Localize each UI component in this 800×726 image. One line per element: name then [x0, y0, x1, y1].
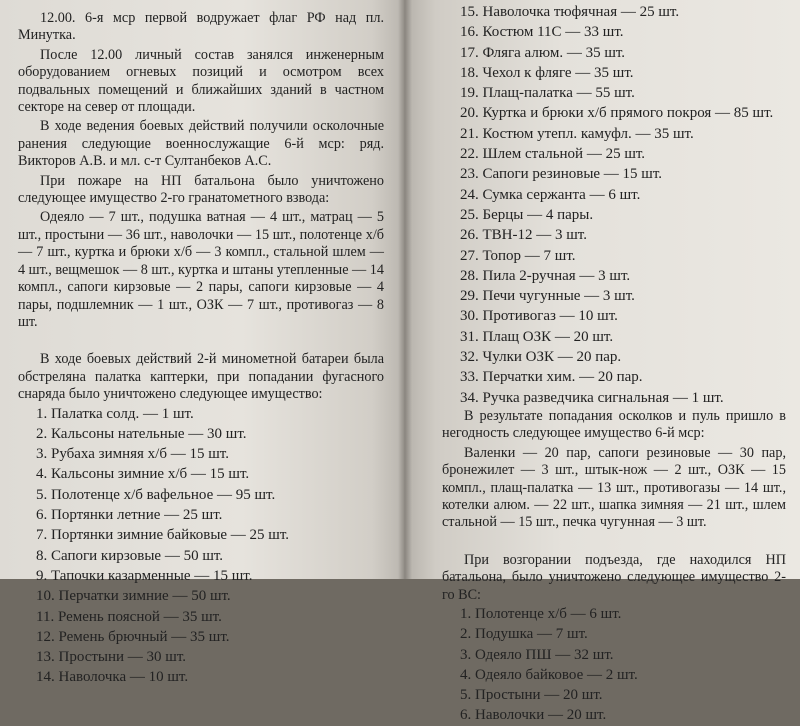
paragraph-shrapnel: В результате попадания осколков и пуль пришло в негодность следующее имущество 6-й мср:: [442, 407, 786, 442]
list-item: 4. Одеяло байковое — 2 шт.: [460, 666, 638, 683]
list-item: 12. Ремень брючный — 35 шт.: [36, 628, 230, 645]
list-item: 16. Костюм 11С — 33 шт.: [460, 24, 624, 41]
list-item: 31. Плащ ОЗК — 20 шт.: [460, 328, 614, 345]
mortar-items-list: [18, 404, 384, 688]
list-item: 2. Кальсоны нательные — 30 шт.: [36, 425, 247, 442]
list-item: 26. ТВН-12 — 3 шт.: [460, 227, 587, 244]
list-item: 27. Топор — 7 шт.: [460, 247, 576, 264]
list-item: 15. Наволочка тюфячная — 25 шт.: [460, 4, 680, 20]
list-item: 30. Противогаз — 10 шт.: [460, 308, 618, 325]
paragraph-wounded: В ходе ведения боевых действий получили осколочные ранения следующие военнослужащие 6-й мср: ряд. Викторов А.В. и мл. с-т Султанбеков А.С.: [18, 118, 384, 170]
paragraph-fire-list: Одеяло — 7 шт., подушка ватная — 4 шт., матрац — 5 шт., простыни — 36 шт., наволочки — 15 шт., полотенце х/б — 7 шт., куртка и брюки х/б — 3 компл., стальной шлем — 4 шт., вещмешок — 8 шт., куртка и штаны утепленные — 14 компл., сапоги кирзовые — 2 пары, сапоги кирзовые — 4 пары, подшлемник — 1 шт., ОЗК — 7 шт., противогаз — 8 шт.: [18, 209, 384, 330]
list-item: 21. Костюм утепл. камуфл. — 35 шт.: [460, 125, 694, 142]
paragraph-gap: [442, 532, 786, 552]
list-item: 7. Портянки зимние байковые — 25 шт.: [36, 527, 290, 544]
list-item: 8. Сапоги кирзовые — 50 шт.: [36, 547, 224, 564]
list-item: 13. Простыни — 30 шт.: [36, 649, 187, 666]
list-item: 22. Шлем стальной — 25 шт.: [460, 146, 646, 163]
paragraph-gap: [18, 331, 384, 351]
list-item: 9. Тапочки казарменные — 15 шт.: [36, 567, 253, 584]
paragraph-fire-np: При пожаре на НП батальона было уничтожено следующее имущество 2-го гранатометного взвода:: [18, 172, 384, 207]
list-item: 18. Чехол к фляге — 35 шт.: [460, 64, 634, 81]
list-item: 10. Перчатки зимние — 50 шт.: [36, 588, 231, 605]
paragraph-shrapnel-list: Валенки — 20 пар, сапоги резиновые — 30 пар, бронежилет — 3 шт., штык-нож — 2 шт., ОЗК — 15 компл., плащ-палатка — 13 шт., противогазы — 14 шт., котелки алюм. — 22 шт., шапка зимняя — 21 шт., шлем стальной — 15 шт., печка чугунная — 3 шт.: [442, 444, 786, 531]
list-item: 23. Сапоги резиновые — 15 шт.: [460, 166, 663, 183]
list-item: 3. Одеяло ПШ — 32 шт.: [460, 646, 614, 663]
list-item: 5. Простыни — 20 шт.: [460, 687, 603, 704]
paragraph-engineering: После 12.00 личный состав занялся инженерным оборудованием огневых позиций и осмотром всех подвальных помещений и ближайших зданий в частном секторе на север от площади.: [18, 46, 384, 116]
list-item: 6. Портянки летние — 25 шт.: [36, 507, 223, 524]
list-item: 28. Пила 2-ручная — 3 шт.: [460, 267, 631, 284]
paragraph-mortar: В ходе боевых действий 2-й минометной батареи была обстреляна палатка каптерки, при попадании фугасного снаряда было уничтожено следующее имущество:: [18, 351, 384, 403]
list-item: 19. Плащ-палатка — 55 шт.: [460, 85, 635, 102]
list-item: 4. Кальсоны зимние х/б — 15 шт.: [36, 466, 250, 483]
paragraph-fire-vs: При возгорании подъезда, где находился НП батальона, было уничтожено следующее имущество 2-го ВС:: [442, 551, 786, 603]
book-gutter-shadow: [398, 0, 412, 579]
list-item: 20. Куртка и брюки х/б прямого покроя — 85 шт.: [460, 105, 774, 122]
right-page: [404, 0, 800, 724]
list-item: 34. Ручка разведчика сигнальная — 1 шт.: [460, 389, 724, 406]
list-item: 1. Полотенце х/б — 6 шт.: [460, 606, 622, 622]
list-item: 6. Наволочки — 20 шт.: [460, 707, 607, 724]
list-item: 11. Ремень поясной — 35 шт.: [36, 608, 222, 625]
list-item: 29. Печи чугунные — 3 шт.: [460, 288, 635, 305]
vs-items-list: [442, 604, 786, 726]
list-item: 24. Сумка сержанта — 6 шт.: [460, 186, 641, 203]
list-item: 2. Подушка — 7 шт.: [460, 626, 588, 643]
list-item: 14. Наволочка — 10 шт.: [36, 669, 189, 686]
list-item: 3. Рубаха зимняя х/б — 15 шт.: [36, 446, 229, 463]
list-item: 1. Палатка солд. — 1 шт.: [36, 405, 194, 422]
paragraph-flag: 12.00. 6-я мср первой водружает флаг РФ над пл. Минутка.: [18, 10, 384, 44]
left-page: [0, 0, 404, 686]
list-item: 25. Берцы — 4 пары.: [460, 206, 594, 223]
list-item: 33. Перчатки хим. — 20 пар.: [460, 369, 643, 386]
list-item: 32. Чулки ОЗК — 20 пар.: [460, 349, 622, 366]
list-item: 5. Полотенце х/б вафельное — 95 шт.: [36, 486, 276, 503]
mortar-items-list-continued: [442, 2, 786, 408]
list-item: 17. Фляга алюм. — 35 шт.: [460, 44, 626, 61]
